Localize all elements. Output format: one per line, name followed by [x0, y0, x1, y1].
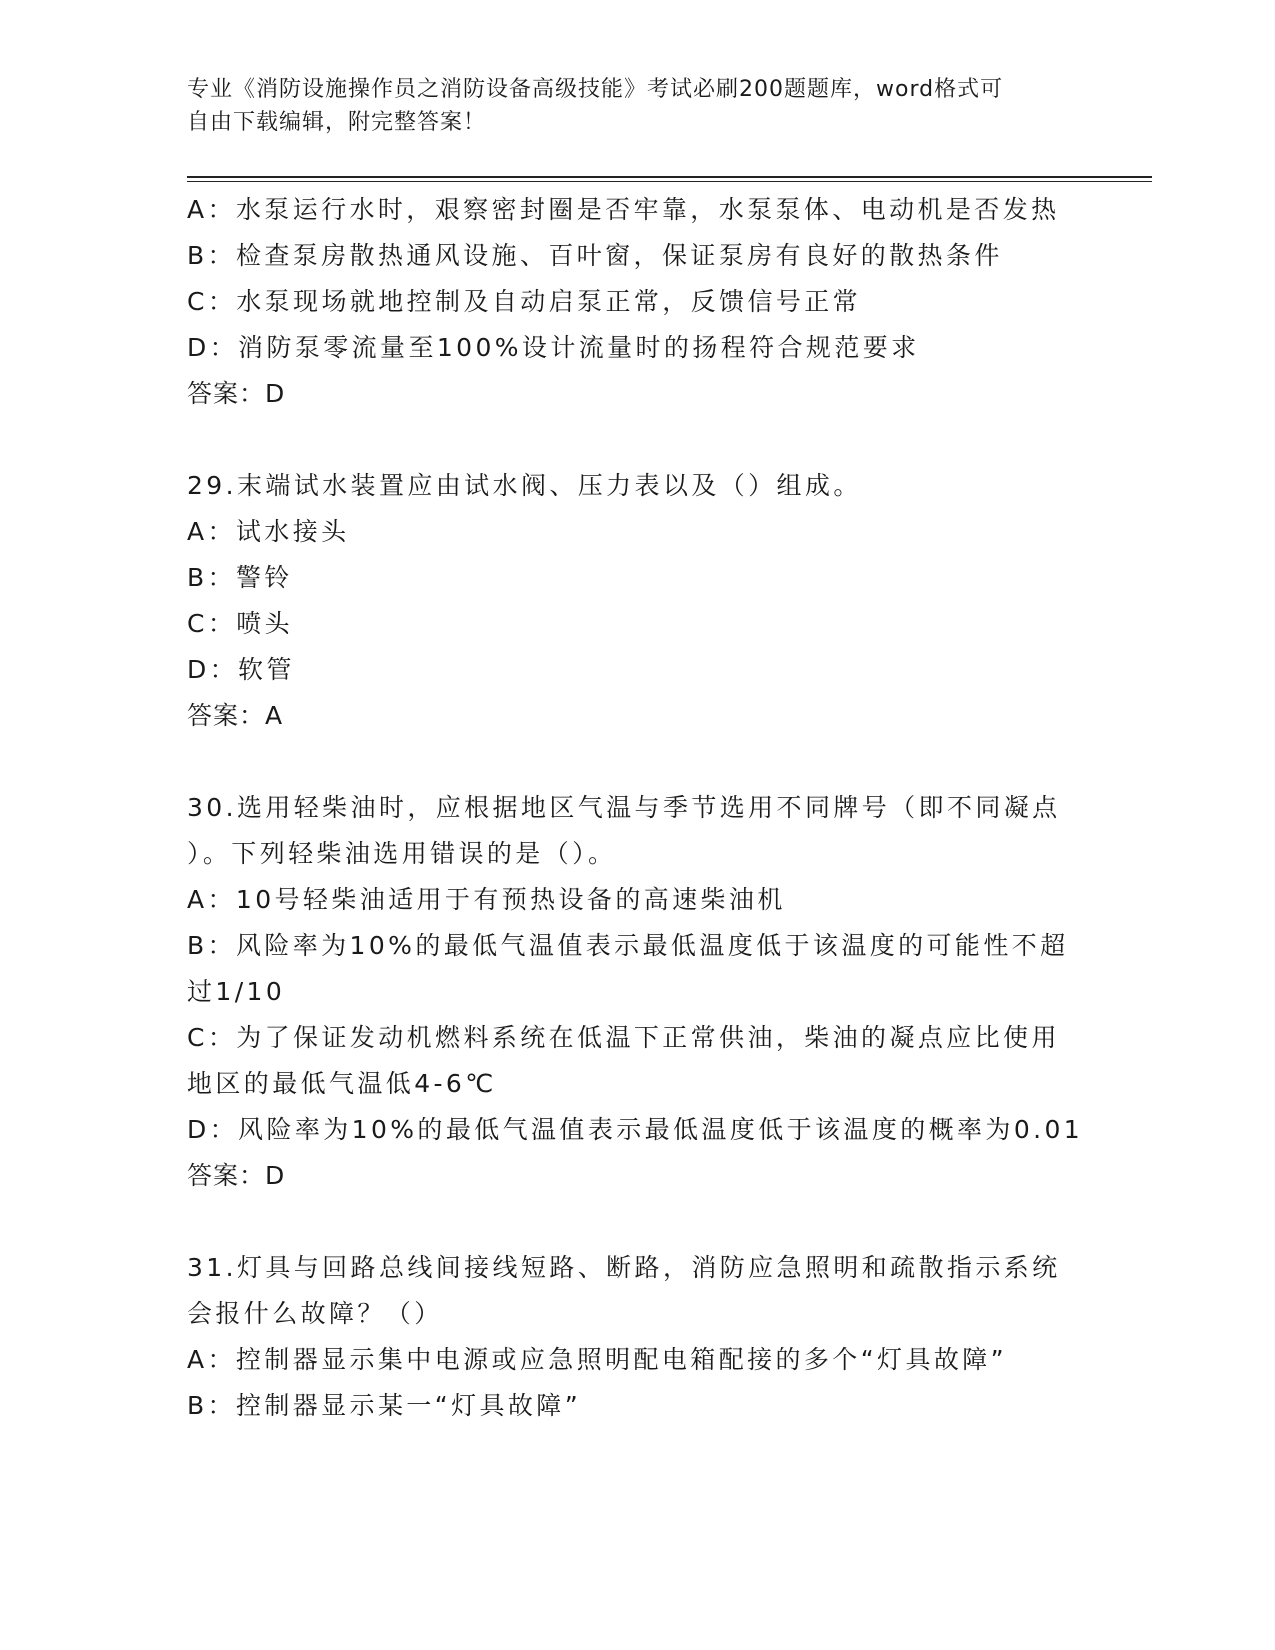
header-rule-thick — [187, 176, 1152, 178]
question-30-stem: 30.选用轻柴油时，应根据地区气温与季节选用不同牌号（即不同凝点 — [187, 793, 1061, 822]
answer-line: 答案：A — [187, 701, 284, 730]
header-line-2: 自由下载编辑，附完整答案！ — [187, 110, 487, 135]
answer-line: 答案：D — [187, 1161, 286, 1190]
document-header — [187, 73, 1067, 139]
option-b: B：风险率为10%的最低气温值表示最低温度低于该温度的可能性不超 — [187, 931, 1069, 960]
option-d: D：消防泵零流量至100%设计流量时的扬程符合规范要求 — [187, 333, 920, 362]
option-c: C：喷头 — [187, 609, 294, 638]
option-c: C：为了保证发动机燃料系统在低温下正常供油，柴油的凝点应比使用 — [187, 1023, 1060, 1052]
question-31-stem: 31.灯具与回路总线间接线短路、断路，消防应急照明和疏散指示系统 — [187, 1253, 1061, 1282]
option-a: A：试水接头 — [187, 517, 350, 546]
header-line-1: 专业《消防设施操作员之消防设备高级技能》考试必刷200题题库，word格式可 — [187, 77, 1004, 102]
option-b: B：警铃 — [187, 563, 293, 592]
option-d: D：风险率为10%的最低气温值表示最低温度低于该温度的概率为0.01 — [187, 1115, 1084, 1144]
option-a: A：10号轻柴油适用于有预热设备的高速柴油机 — [187, 885, 786, 914]
option-a: A：控制器显示集中电源或应急照明配电箱配接的多个“灯具故障” — [187, 1345, 1008, 1374]
option-c: C：水泵现场就地控制及自动启泵正常，反馈信号正常 — [187, 287, 862, 316]
option-d: D：软管 — [187, 655, 295, 684]
option-b: B：控制器显示某一“灯具故障” — [187, 1391, 582, 1420]
header-rule-thin — [187, 181, 1152, 182]
question-29-stem: 29.末端试水装置应由试水阀、压力表以及（）组成。 — [187, 471, 862, 500]
option-a: A：水泵运行水时，艰察密封圈是否牢靠，水泵泵体、电动机是否发热 — [187, 195, 1060, 224]
option-c-cont: 地区的最低气温低4-6℃ — [187, 1069, 497, 1098]
question-30-stem-cont: ）。下列轻柴油选用错误的是（）。 — [187, 839, 617, 868]
question-31-stem-cont: 会报什么故障？（） — [187, 1299, 443, 1328]
option-b-cont: 过1/10 — [187, 977, 286, 1006]
answer-line: 答案：D — [187, 379, 286, 408]
question-content — [187, 187, 1084, 1429]
option-b: B：检查泵房散热通风设施、百叶窗，保证泵房有良好的散热条件 — [187, 241, 1003, 270]
